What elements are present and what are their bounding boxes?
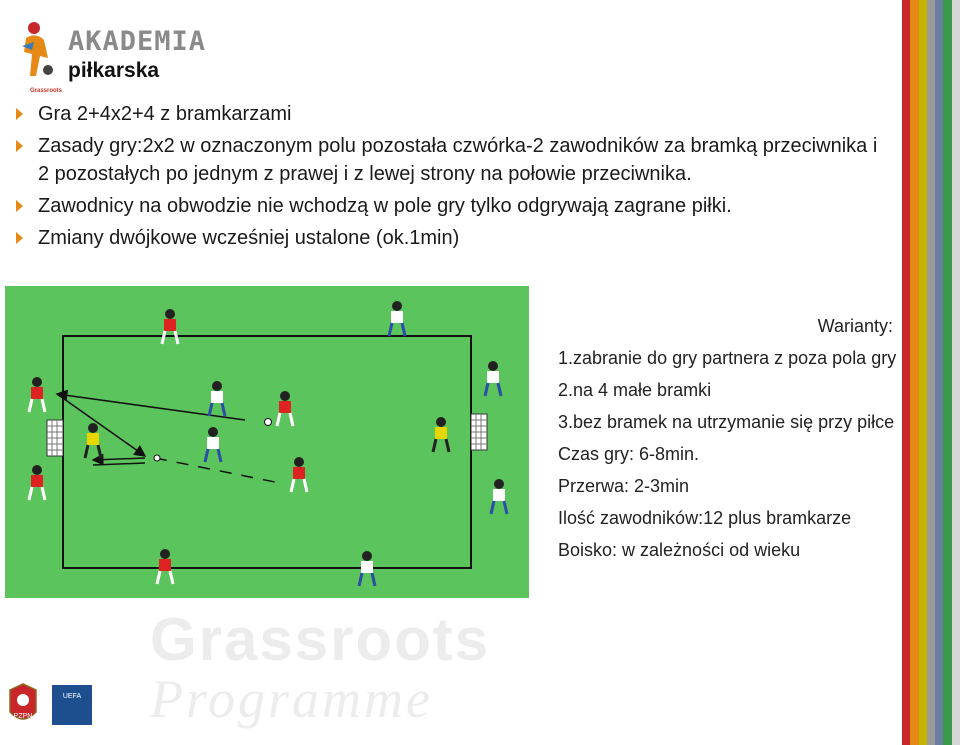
stripe-grey [927,0,935,745]
pzpn-label: PZPN [13,713,33,720]
rule-title: Gra 2+4x2+4 z bramkarzami [10,100,890,128]
ball-icon [154,455,160,461]
ball-icon [265,419,272,426]
decorative-stripes [902,0,960,745]
variant-item: 1.zabranie do gry partnera z poza pola gry [558,348,897,368]
uefa-grassroots-logo [52,685,92,725]
uefa-label: UEFA [62,693,82,700]
left-goal [47,420,63,456]
stripe-light [952,0,960,745]
variant-item: 3.bez bramek na utrzymanie się przy piłce [558,412,895,432]
stripe-red [902,0,910,745]
pitch-background [5,286,529,598]
break-time: Przerwa: 2-3min [558,476,690,496]
right-goal [471,414,487,450]
variants-title: Warianty: [817,316,893,336]
stripe-yellow [919,0,927,745]
variant-item: 2.na 4 małe bramki [558,380,712,400]
rule-perimeter-players: Zawodnicy na obwodzie nie wchodzą w pole gry tylko odgrywają zagrane piłki. [10,192,890,220]
player-logo-icon [14,18,62,84]
grassroots-small-label: Grassroots [30,88,63,94]
pitch-diagram [5,286,529,598]
player-count: Ilość zawodników:12 plus bramkarze [558,508,852,528]
stripe-orange [910,0,918,745]
variants-panel [558,310,897,566]
akademia-wordmark [68,26,206,83]
rule-substitutions: Zmiany dwójkowe wcześniej ustalone (ok.1min) [10,224,890,252]
stripe-green [943,0,951,745]
rules-list [10,100,890,256]
pitch-size: Boisko: w zależności od wieku [558,540,801,560]
logo-line2: piłkarska [68,59,160,82]
watermark-line2: Programme [150,669,433,729]
watermark-line1: Grassroots [150,606,491,673]
rule-principles: Zasady gry:2x2 w oznaczonym polu pozostała czwórka-2 zawodników za bramką przeciwnika i 2 pozostałych po jednym z prawej i z lewej strony na połowie przeciwnika. [10,132,890,188]
grassroots-watermark [150,605,490,730]
logo-line1: AKADEMIA [68,26,207,57]
stripe-blue [935,0,943,745]
game-time: Czas gry: 6-8min. [558,444,700,464]
pzpn-logo-icon [8,682,38,726]
